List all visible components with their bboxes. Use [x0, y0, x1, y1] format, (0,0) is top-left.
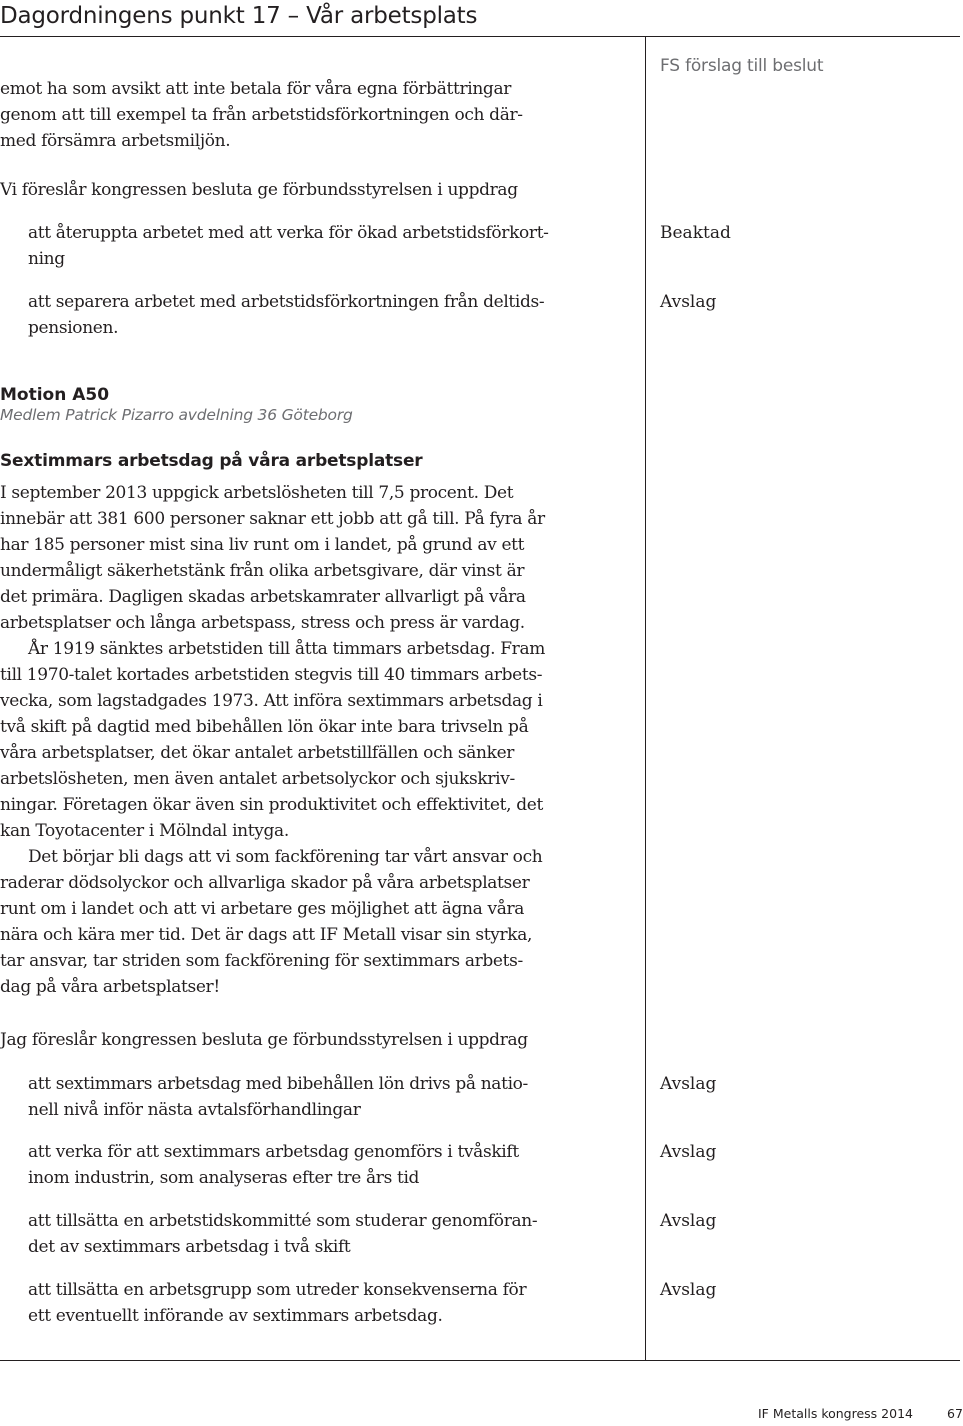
body-line: innebär att 381 600 personer saknar ett jobb att gå till. På fyra år [0, 509, 545, 529]
decision-label: Avslag [660, 1211, 717, 1231]
body-line: två skift på dagtid med bibehållen lön ökar inte bara trivseln på [0, 717, 529, 737]
body-line: runt om i landet och att vi arbetare ges möjlighet att ägna våra [0, 899, 525, 919]
body-line: ningar. Företagen ökar även sin produktivitet och effektivitet, det [0, 795, 543, 815]
body-line: kan Toyotacenter i Mölndal intyga. [0, 821, 289, 841]
proposal-intro-text: Vi föreslår kongressen besluta ge förbundsstyrelsen i uppdrag [0, 180, 518, 200]
proposal-b-item-4 [28, 1277, 526, 1329]
proposal-item-line: att tillsätta en arbetsgrupp som utreder konsekvenserna för [28, 1280, 527, 1300]
proposal-item-line: att återuppta arbetet med att verka för ökad arbetstidsförkort- [28, 223, 549, 243]
paragraph-line: genom att till exempel ta från arbetstidsförkortningen och där- [0, 105, 523, 125]
body-line: Det börjar bli dags att vi som fackförening tar vårt ansvar och [28, 847, 543, 867]
proposal-a-item-1 [28, 220, 549, 272]
body-line: tar ansvar, tar striden som fackförening för sextimmars arbets- [0, 951, 523, 971]
paragraph-line: med försämra arbetsmiljön. [0, 131, 231, 151]
decision-label: Avslag [660, 292, 717, 312]
body-line: dag på våra arbetsplatser! [0, 977, 220, 997]
proposal-item-line: ett eventuellt införande av sextimmars arbetsdag. [28, 1306, 443, 1326]
decision-column-header: FS förslag till beslut [660, 56, 824, 76]
title-rule [0, 36, 960, 37]
proposal-a-item-2 [28, 289, 544, 341]
decision-label: Avslag [660, 1142, 717, 1162]
page-footer [758, 1404, 963, 1426]
proposal-b-item-2 [28, 1139, 519, 1191]
proposal-item-line: att sextimmars arbetsdag med bibehållen lön drivs på natio- [28, 1074, 528, 1094]
body-line: undermåligt säkerhetstänk från olika arbetsgivare, där vinst är [0, 561, 525, 581]
proposal-item-line: inom industrin, som analyseras efter tre års tid [28, 1168, 420, 1188]
motion-author: Medlem Patrick Pizarro avdelning 36 Göteborg [0, 406, 353, 424]
proposal-item-line: att tillsätta en arbetstidskommitté som studerar genomföran- [28, 1211, 538, 1231]
decision-label: Avslag [660, 1280, 717, 1300]
column-divider [645, 37, 646, 1360]
body-line: har 185 personer mist sina liv runt om i landet, på grund av ett [0, 535, 525, 555]
proposal-item-line: ning [28, 249, 65, 269]
body-line: det primära. Dagligen skadas arbetskamrater allvarligt på våra [0, 587, 526, 607]
proposal-b-intro [0, 1027, 528, 1053]
paragraph-line: emot ha som avsikt att inte betala för våra egna förbättringar [0, 79, 512, 99]
motion-heading: Sextimmars arbetsdag på våra arbetsplatser [0, 451, 423, 471]
body-line: arbetslösheten, men även antalet arbetsolyckor och sjukskriv- [0, 769, 515, 789]
motion-id: Motion A50 [0, 385, 110, 405]
body-line: I september 2013 uppgick arbetslösheten till 7,5 procent. Det [0, 483, 514, 503]
body-line: År 1919 sänktes arbetstiden till åtta timmars arbetsdag. Fram [28, 639, 546, 659]
body-line: vecka, som lagstadgades 1973. Att införa sextimmars arbetsdag i [0, 691, 543, 711]
body-line: raderar dödsolyckor och allvarliga skador på våra arbetsplatser [0, 873, 530, 893]
body-line: nära och kära mer tid. Det är dags att IF Metall visar sin styrka, [0, 925, 533, 945]
footer-rule [0, 1360, 960, 1361]
proposal-a-intro [0, 177, 518, 203]
body-line: till 1970-talet kortades arbetstiden stegvis till 40 timmars arbets- [0, 665, 543, 685]
page-number: 67 [947, 1406, 963, 1421]
footer-label: IF Metalls kongress 2014 [758, 1406, 913, 1421]
decision-label: Avslag [660, 1074, 717, 1094]
proposal-item-line: det av sextimmars arbetsdag i två skift [28, 1237, 351, 1257]
body-line: våra arbetsplatser, det ökar antalet arbetstillfällen och sänker [0, 743, 515, 763]
proposal-b-item-3 [28, 1208, 537, 1260]
proposal-b-item-1 [28, 1071, 528, 1123]
proposal-item-line: pensionen. [28, 318, 119, 338]
page-title: Dagordningens punkt 17 – Vår arbetsplats [0, 3, 478, 29]
decision-label: Beaktad [660, 223, 731, 243]
proposal-intro-text: Jag föreslår kongressen besluta ge förbundsstyrelsen i uppdrag [0, 1030, 528, 1050]
proposal-item-line: att verka för att sextimmars arbetsdag genomförs i tvåskift [28, 1142, 519, 1162]
proposal-item-line: nell nivå inför nästa avtalsförhandlingar [28, 1100, 361, 1120]
motion-body [0, 480, 545, 1000]
proposal-item-line: att separera arbetet med arbetstidsförkortningen från deltids- [28, 292, 545, 312]
continued-paragraph [0, 76, 523, 154]
body-line: arbetsplatser och långa arbetspass, stress och press är vardag. [0, 613, 525, 633]
